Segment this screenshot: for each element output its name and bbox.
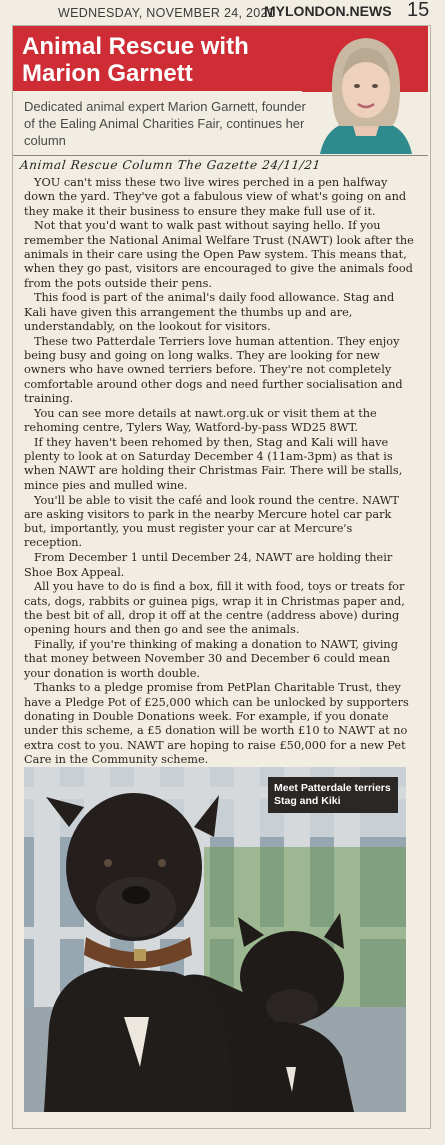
paragraph: From December 1 until December 24, NAWT are holding their Shoe Box Appeal. <box>24 551 393 579</box>
masthead <box>0 0 445 24</box>
paragraph: You'll be able to visit the café and look round the centre. NAWT are asking visitors to park in the nearby Mercure hotel car park but, importantly, you must register your car at Mercure's reception. <box>24 493 399 550</box>
photo-caption: Meet Patterdale terriers Stag and Kiki <box>268 777 398 813</box>
divider <box>13 155 428 156</box>
publication-name: MYLONDON.NEWS <box>264 3 392 19</box>
paragraph: Not that you'd want to walk past without saying hello. If you remember the National Animal Welfare Trust (NAWT) look after the animals in their care using the Open Paw system. This means that, when they go past, visitors are encouraged to give the animals food from the pots outside their pens. <box>24 219 414 290</box>
paragraph: Thanks to a pledge promise from PetPlan Charitable Trust, they have a Pledge Pot of £25,000 which can be unlocked by supporters donating in Double Donations week. For example, if you donate under this scheme, a £5 donation will be worth £10 to NAWT at no extra cost to you. NAWT are hoping to raise £50,000 for a new Pet Care in the Community scheme. <box>24 681 409 766</box>
headline-line-1: Animal Rescue with <box>22 33 249 60</box>
dogs-photo <box>24 767 406 1112</box>
page-number: 15 <box>407 0 430 21</box>
standfirst: Dedicated animal expert Marion Garnett, founder of the Ealing Animal Charities Fair, continues her column <box>24 99 306 148</box>
paragraph: All you have to do is find a box, fill it with food, toys or treats for cats, dogs, rabbits or guinea pigs, wrap it in Christmas paper and, the best bit of all, drop it off at the centre (address above) during opening hours and then go and see the animals. <box>24 580 405 637</box>
paragraph: Finally, if you're thinking of making a donation to NAWT, giving that money between November 30 and December 6 could mean your donation is worth double. <box>24 638 398 680</box>
paragraph: YOU can't miss these two live wires perched in a pen halfway down the yard. They've got a fabulous view of what's going on and they make it their business to ensure they make full use of it. <box>24 176 407 218</box>
paragraph: You can see more details at nawt.org.uk or visit them at the rehoming centre, Tylers Way, Watford-by-pass WD25 8WT. <box>24 406 377 435</box>
issue-date: WEDNESDAY, NOVEMBER 24, 2021 <box>58 6 276 20</box>
paragraph: If they haven't been rehomed by then, Stag and Kali will have plenty to look at on Saturday December 4 (11am-3pm) as that is when NAWT are holding their Christmas Fair. There will be stalls, mince pies and mulled wine. <box>24 435 403 492</box>
article-body <box>24 176 414 782</box>
paragraph: This food is part of the animal's daily food allowance. Stag and Kali have given this arrangement the thumbs up and are, understandably, on the lookout for visitors. <box>24 291 395 333</box>
headline <box>22 33 312 87</box>
paragraph: These two Patterdale Terriers love human attention. They enjoy being busy and going on long walks. They are looking for new owners who have owned terriers before. They're not completely comfortable around other dogs and need further socialisation and training. <box>24 334 403 405</box>
author-portrait <box>302 26 428 154</box>
headline-line-2: Marion Garnett <box>22 60 193 87</box>
handwritten-annotation: Animal Rescue Column The Gazette 24/11/21 <box>19 158 322 172</box>
